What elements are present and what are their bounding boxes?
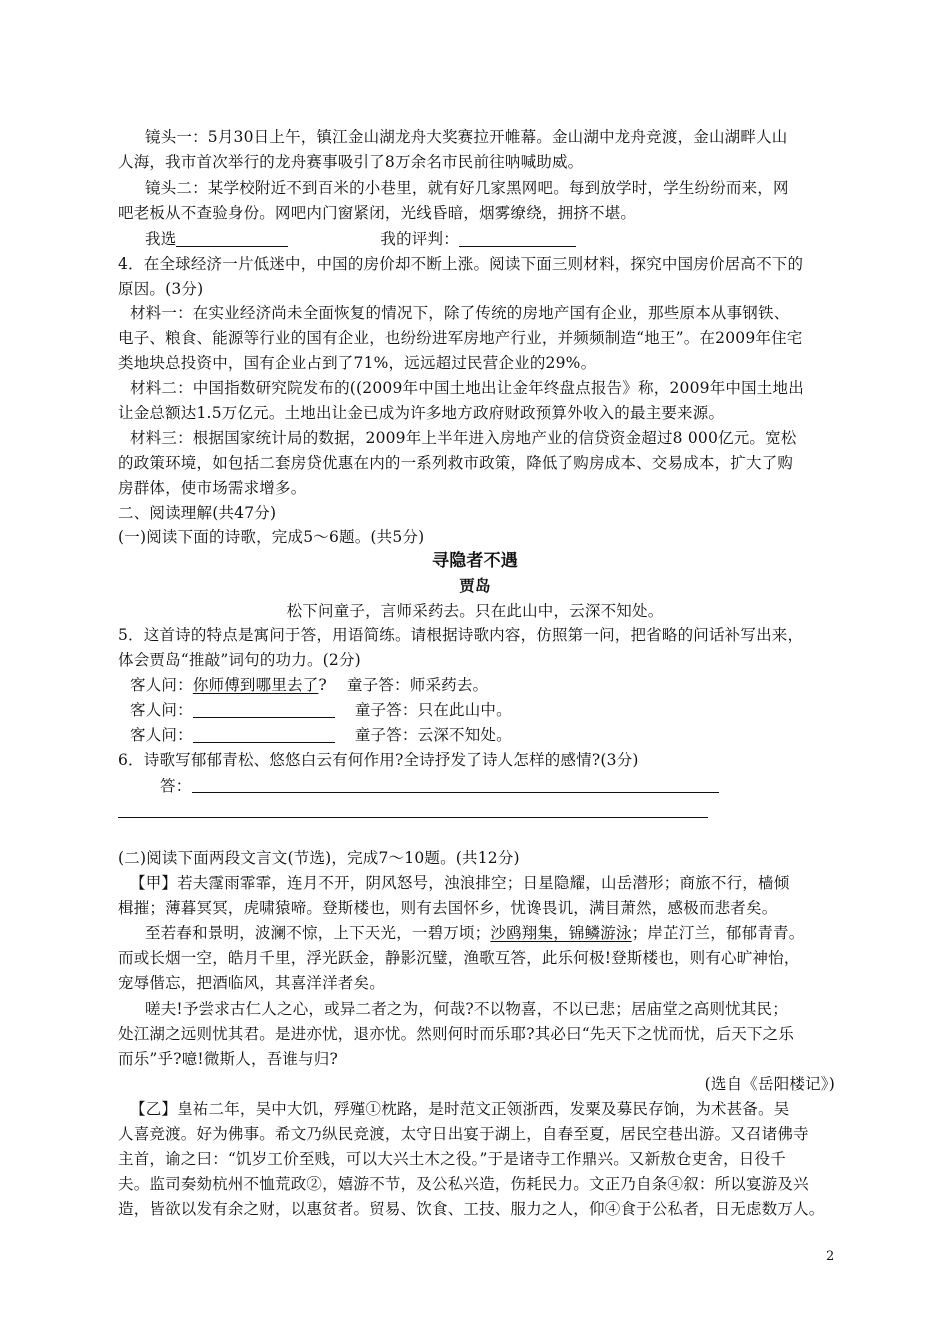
example-question: 你师傅到哪里去了 — [192, 676, 319, 694]
q4-line1: 4．在全球经济一片低迷中，中国的房价却不断上涨。阅读下面三则材料，探究中国房价居高不下的 — [118, 255, 804, 273]
kid-answer-1: 师采药去。 — [409, 676, 489, 694]
material1-line1: 材料一：在实业经济尚未全面恢复的情况下，除了传统的房地产国有企业，那些原本从事钢铁、 — [130, 304, 790, 322]
question-blank-3[interactable] — [193, 726, 335, 743]
jia-p1-line2: 楫摧；薄暮冥冥，虎啸猿啼。登斯楼也，则有去国怀乡，忧谗畏讥，满目萧然，感极而悲者矣。 — [118, 899, 778, 917]
jia-p3-line3: 而乐”乎?噫!微斯人，吾谁与归? — [118, 1050, 338, 1068]
page-number: 2 — [826, 1249, 835, 1264]
choose-blank[interactable] — [176, 230, 288, 247]
jia-p2-line2: 而或长烟一空，皓月千里，浮光跃金，静影沉璧，渔歌互答，此乐何极!登斯楼也，则有心旷神怡， — [118, 949, 800, 967]
jia-p2-text-a: 至若春和景明，波澜不惊，上下天光，一碧万顷； — [145, 924, 491, 942]
section-two-heading: 二、阅读理解(共47分) — [118, 504, 277, 522]
jia-p2-text-b: ；岸芷汀兰，郁郁青青。 — [631, 924, 805, 942]
dialogue-row-3 — [130, 724, 512, 746]
q4-line2: 原因。(3分) — [118, 280, 204, 298]
poem-text: 松下问童子，言师采药去。只在此山中，云深不知处。 — [286, 602, 664, 620]
jia-p3-line1: 嗟夫!予尝求古仁人之心，或异二者之为，何哉?不以物喜，不以已悲；居庙堂之高则忧其民； — [145, 1000, 788, 1018]
q6: 6．诗歌写郁郁青松、悠悠白云有何作用?全诗抒发了诗人怎样的感情?(3分) — [118, 751, 639, 769]
jia-p2-line3: 宠辱偕忘，把酒临风，其喜洋洋者矣。 — [118, 974, 385, 992]
shot2-line2: 吧老板从不查验身份。网吧内门窗紧闭，光线昏暗，烟雾缭绕，拥挤不堪。 — [118, 204, 637, 222]
question-blank-2[interactable] — [193, 701, 335, 718]
yi-line3: 主首，谕之曰：“饥岁工价至贱，可以大兴土木之役。”于是诸寺工作鼎兴。又新敖仓吏舍，日役千 — [118, 1150, 786, 1168]
comment-blank[interactable] — [459, 230, 576, 247]
dialogue-row-1 — [130, 674, 488, 696]
jia-p1-line1: 【甲】若夫霪雨霏霏，连月不开，阴风怒号，浊浪排空；日星隐耀，山岳潜形；商旅不行，樯倾 — [130, 874, 790, 892]
guest-label: 客人问： — [130, 726, 193, 744]
guest-label: 客人问： — [130, 676, 193, 694]
answer-line-1[interactable] — [192, 792, 719, 793]
choose-label: 我选 — [145, 230, 177, 248]
answer-line-2[interactable] — [118, 817, 708, 818]
comment-label: 我的评判： — [380, 230, 459, 248]
guest-label: 客人问： — [130, 701, 193, 719]
jia-p2-line1 — [145, 922, 804, 944]
q5-line2: 体会贾岛“推敲”词句的功力。(2分) — [118, 651, 361, 669]
part-one-heading: (一)阅读下面的诗歌，完成5～6题。(共5分) — [118, 528, 425, 546]
material1-line2: 电子、粮食、能源等行业的国有企业，也纷纷进军房地产行业，并频频制造“地王”。在2009年住宅 — [118, 329, 803, 347]
part-two-heading: (二)阅读下面两段文言文(节选)，完成7～10题。(共12分) — [118, 849, 520, 867]
kid-answer-3: 云深不知处。 — [417, 726, 512, 744]
dialogue-row-2 — [130, 699, 512, 721]
shot1-line2: 人海，我市首次举行的龙舟赛事吸引了8万余名市民前往呐喊助威。 — [118, 153, 584, 171]
yi-line2: 人喜竞渡。好为佛事。希文乃纵民竞渡，太守日出宴于湖上，自春至夏，居民空巷出游。又召诸佛寺 — [118, 1125, 809, 1143]
material3-line3: 房群体，使市场需求增多。 — [118, 479, 307, 497]
kid-label: 童子答： — [354, 701, 418, 719]
yi-line5: 造，皆欲以发有余之财，以惠贫者。贸易、饮食、工技、服力之人，仰④食于公私者，日无虑数万人。 — [118, 1200, 825, 1218]
shot1-line1: 镜头一：5月30日上午，镇江金山湖龙舟大奖赛拉开帷幕。金山湖中龙舟竞渡，金山湖畔人山 — [145, 128, 788, 146]
poem-author: 贾岛 — [459, 577, 491, 595]
kid-label: 童子答： — [346, 676, 410, 694]
shot2-line1: 镜头二：某学校附近不到百米的小巷里，就有好几家黑网吧。每到放学时，学生纷纷而来，网 — [145, 179, 789, 197]
yi-line4: 夫。监司奏劾杭州不恤荒政②，嬉游不节，及公私兴造，伤耗民力。文正乃自条④叙：所以宴游及兴 — [118, 1175, 809, 1193]
source-citation: (选自《岳阳楼记》) — [704, 1075, 835, 1093]
material1-line3: 类地块总投资中，国有企业占到了71%，远远超过民营企业的29%。 — [118, 354, 597, 372]
material3-line1: 材料三：根据国家统计局的数据，2009年上半年进入房地产业的信贷资金超过8 000亿元。宽松 — [130, 429, 797, 447]
material3-line2: 的政策环境，如包括二套房贷优惠在内的一系列救市政策，降低了购房成本、交易成本，扩大了购 — [118, 454, 794, 472]
kid-answer-2: 只在此山中。 — [417, 701, 512, 719]
material2-line1: 材料二：中国指数研究院发布的((2009年中国土地出让金年终盘点报告》称，2009年中国土地出 — [130, 379, 804, 397]
yi-line1: 【乙】皇祐二年，吴中大饥，殍殣①枕路，是时范文正领浙西，发粟及募民存饷，为术甚备。吴 — [130, 1100, 790, 1118]
example-question-mark: ? — [318, 676, 327, 694]
jia-p3-line2: 处江湖之远则忧其君。是进亦忧，退亦忧。然则何时而乐耶?其必曰“先天下之忧而忧，后天下之乐 — [118, 1025, 795, 1043]
q5-line1: 5．这首诗的特点是寓问于答，用语简练。请根据诗歌内容，仿照第一问，把省略的问话补写出来， — [118, 626, 804, 644]
jia-p2-underlined: 沙鸥翔集，锦鳞游泳 — [490, 924, 632, 942]
kid-label: 童子答： — [354, 726, 418, 744]
material2-line2: 让金总额达1.5万亿元。土地出让金已成为许多地方政府财政预算外收入的最主要来源。 — [118, 404, 725, 422]
answer-label: 答： — [160, 777, 192, 795]
poem-title: 寻隐者不遇 — [432, 551, 518, 571]
choose-row — [145, 228, 576, 250]
